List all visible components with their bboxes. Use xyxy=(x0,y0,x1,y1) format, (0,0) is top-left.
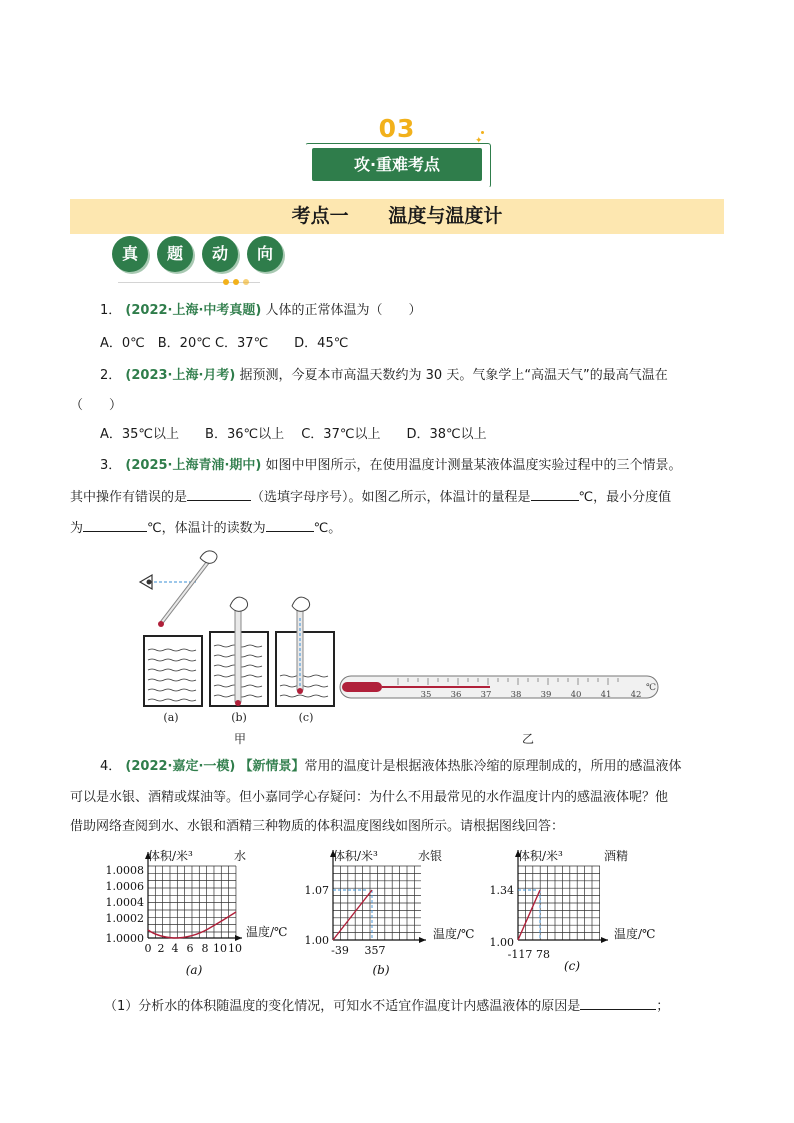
badge-dot xyxy=(233,279,239,285)
question-source: (2025·上海青浦·期中) xyxy=(125,458,262,473)
question-4 xyxy=(100,756,682,778)
question-1-options: A．0℃ B．20℃ C．37℃ D．45℃ xyxy=(100,336,349,351)
question-text: ℃，体温计的读数为 xyxy=(147,521,266,536)
x-tick-label: -117 xyxy=(507,948,533,961)
question-3 xyxy=(100,455,682,477)
badge-dot xyxy=(223,279,229,285)
answer-blank[interactable] xyxy=(580,995,656,1010)
x-tick-label: 78 xyxy=(536,948,550,961)
x-tick-label: 8 xyxy=(201,942,209,955)
eye-icon xyxy=(140,575,152,589)
question-number: 1． xyxy=(100,303,122,318)
graph-caption: (b) xyxy=(372,963,390,977)
figure-caption-b: (b) xyxy=(231,711,247,724)
scale-tick-label: 36 xyxy=(450,690,462,700)
section-number: 03 xyxy=(378,114,416,143)
figure-caption-c: (c) xyxy=(298,711,314,724)
y-tick-label: 1.00 xyxy=(304,934,329,947)
sparkle-icon: ✦ xyxy=(475,136,483,146)
thermometer-a xyxy=(158,551,217,627)
graph-ylabel: 体积/米³ xyxy=(148,849,193,863)
question-text: （选填字母序号）。如图乙所示，体温计的量程是 xyxy=(251,490,531,505)
topic-title: 考点一 温度与温度计 xyxy=(291,205,503,227)
question-number: 4． xyxy=(100,759,122,774)
answer-blank[interactable] xyxy=(83,517,147,532)
question-text: ； xyxy=(656,999,670,1014)
clinical-thermometer xyxy=(340,676,658,700)
scale-tick-label: 42 xyxy=(630,690,642,700)
question-text: 为 xyxy=(70,521,84,536)
x-tick-label: 10 xyxy=(213,942,227,955)
figure-group-jia: 甲 xyxy=(233,732,247,746)
graph-xlabel: 温度/℃ xyxy=(246,925,288,939)
volume-temperature-graphs xyxy=(96,842,706,982)
y-tick-label: 1.0008 xyxy=(105,864,144,877)
question-2 xyxy=(100,365,668,387)
scale-tick-label: 39 xyxy=(540,690,552,700)
question-4-line-3: 借助网络查阅到水、水银和酒精三种物质的体积温度图线如图所示。请根据图线回答： xyxy=(70,819,565,834)
question-text: 其中操作有错误的是 xyxy=(70,490,188,505)
scale-tick-label: 35 xyxy=(420,690,432,700)
question-number: 3． xyxy=(100,458,122,473)
y-tick-label: 1.0000 xyxy=(105,932,144,945)
question-stem: 人体的正常体温为（ ） xyxy=(265,303,422,318)
section-label: 攻·重难考点 xyxy=(353,155,441,174)
question-1 xyxy=(100,300,422,322)
scale-unit: ℃ xyxy=(646,683,657,693)
answer-blank[interactable] xyxy=(187,486,251,501)
question-2-options: A．35℃以上 B．36℃以上 C．37℃以上 D．38℃以上 xyxy=(100,427,487,442)
thermometer-figure xyxy=(130,540,670,750)
badge-dot xyxy=(243,279,249,285)
graph-water xyxy=(106,848,288,977)
badge-ti: 题 xyxy=(157,236,193,272)
question-text: ℃。 xyxy=(313,521,342,536)
scale-tick-label: 41 xyxy=(600,690,612,700)
question-text: （1）分析水的体积随温度的变化情况，可知水不适宜作温度计内感温液体的原因是 xyxy=(104,999,581,1014)
y-tick-label: 1.07 xyxy=(304,884,329,897)
graph-alcohol xyxy=(490,848,656,973)
badge-zhen: 真 xyxy=(112,236,148,272)
beaker-a xyxy=(144,636,202,706)
question-source: (2023·上海·月考) xyxy=(125,368,236,383)
x-tick-label: 6 xyxy=(186,942,194,955)
graph-ylabel: 体积/米³ xyxy=(333,849,378,863)
question-3-line-3 xyxy=(70,517,341,540)
thermometer-c xyxy=(292,597,310,694)
graph-title: 水银 xyxy=(418,849,443,863)
question-2-stem-continued: （ ） xyxy=(70,398,123,413)
x-tick-label: 0 xyxy=(144,942,152,955)
graph-xlabel: 温度/℃ xyxy=(433,927,475,941)
y-tick-label: 1.0002 xyxy=(105,912,144,925)
y-tick-label: 1.00 xyxy=(489,936,514,949)
question-4-sub-1 xyxy=(104,995,669,1018)
scale-tick-label: 40 xyxy=(570,690,582,700)
question-source: (2022·嘉定·一模) xyxy=(125,759,236,774)
scale-tick-label: 37 xyxy=(480,690,492,700)
scale-tick-label: 38 xyxy=(510,690,522,700)
x-tick-label: 4 xyxy=(171,942,179,955)
graph-ylabel: 体积/米³ xyxy=(518,849,563,863)
graph-caption: (a) xyxy=(185,963,203,977)
answer-blank[interactable] xyxy=(531,486,579,501)
question-tag: 【新情景】 xyxy=(239,759,305,774)
graph-caption: (c) xyxy=(563,959,581,973)
figure-group-yi: 乙 xyxy=(521,732,535,746)
x-tick-label: 357 xyxy=(364,944,386,957)
thermometer-b xyxy=(230,597,248,706)
question-source: (2022·上海·中考真题) xyxy=(125,303,262,318)
question-4-line-2: 可以是水银、酒精或煤油等。但小嘉同学心存疑问：为什么不用最常见的水作温度计内的感温液体呢？他 xyxy=(70,790,669,805)
graph-title: 水 xyxy=(234,849,247,863)
y-tick-label: 1.0006 xyxy=(105,880,144,893)
graph-mercury xyxy=(305,848,475,977)
x-tick-label: 10 xyxy=(228,942,242,955)
beaker-c xyxy=(276,632,334,706)
question-stem: 如图中甲图所示，在使用温度计测量某液体温度实验过程中的三个情景。 xyxy=(265,458,682,473)
badge-dong: 动 xyxy=(202,236,238,272)
question-3-line-2 xyxy=(70,486,671,509)
question-stem: 常用的温度计是根据液体热胀冷缩的原理制成的，所用的感温液体 xyxy=(304,759,682,774)
answer-blank[interactable] xyxy=(266,517,314,532)
x-tick-label: 2 xyxy=(157,942,165,955)
question-number: 2． xyxy=(100,368,122,383)
figure-caption-a: (a) xyxy=(163,711,179,724)
graph-title: 酒精 xyxy=(604,849,629,863)
question-text: ℃，最小分度值 xyxy=(578,490,672,505)
y-tick-label: 1.0004 xyxy=(105,896,144,909)
graph-xlabel: 温度/℃ xyxy=(614,927,656,941)
question-stem: 据预测，今夏本市高温天数约为 30 天。气象学上“高温天气”的最高气温在 xyxy=(239,368,668,383)
sparkle-dot xyxy=(481,131,484,134)
x-tick-label: -39 xyxy=(331,944,349,957)
y-tick-label: 1.34 xyxy=(489,884,514,897)
badge-xiang: 向 xyxy=(247,236,283,272)
